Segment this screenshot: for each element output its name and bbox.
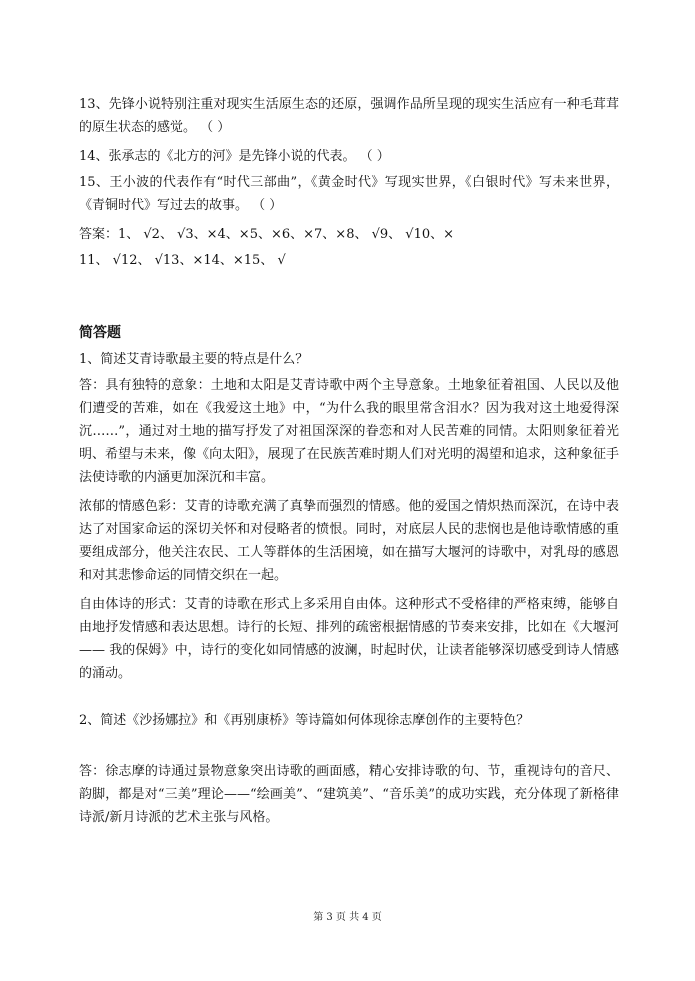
q2-answer: 答：徐志摩的诗通过景物意象突出诗歌的画面感，精心安排诗歌的句、节，重视诗句的音尺、韵脚，都是对“三美”理论——“绘画美”、“建筑美”、“音乐美”的成功实践，充分体现了新格律诗派/新月诗派的艺术主张与风格。 (79, 764, 619, 825)
question-1: 1、简述艾青诗歌最主要的特点是什么？ (79, 352, 309, 367)
page-footer: 第 3 页 共 4 页 (313, 912, 382, 923)
section-title: 简答题 (79, 325, 121, 341)
spacer (79, 278, 619, 322)
answer-key-line-2: 11、 √12、 √13、×14、×15、 √ (79, 253, 286, 268)
statement-14: 14、张承志的《北方的河》是先锋小说的代表。 （ ） (79, 149, 390, 164)
q1-answer-paragraph-1: 答：具有独特的意象：土地和太阳是艾青诗歌中两个主导意象。土地象征着祖国、人民以及他们遭受的苦难，如在《我爱这土地》中，“为什么我的眼里常含泪水？因为我对这土地爱得深沉……”，通过对土地的描写抒发了对祖国深深的眷恋和对人民苦难的同情。太阳则象征着光明、希望与未来，像《向太阳》，展现了在民族苦难时期人们对光明的渴望和追求，这种象征手法使诗歌的内涵更加深沉和丰富。 (79, 378, 619, 485)
q1-answer-paragraph-2: 浓郁的情感色彩：艾青的诗歌充满了真挚而强烈的情感。他的爱国之情炽热而深沉，在诗中表达了对国家命运的深切关怀和对侵略者的愤恨。同时，对底层人民的悲悯也是他诗歌情感的重要组成部分，他关注农民、工人等群体的生活困境，如在描写大堰河的诗歌中，对乳母的感恩和对其悲惨命运的同情交织在一起。 (79, 499, 619, 583)
spacer (79, 691, 619, 709)
statement-15: 15、王小波的代表作有“时代三部曲”，《黄金时代》写现实世界，《白银时代》写未来世界，《青铜时代》写过去的故事。 （ ） (79, 175, 619, 213)
answer-key-line-1: 答案：1、 √2、 √3、×4、×5、×6、×7、×8、 √9、 √10、× (79, 227, 455, 242)
question-2: 2、简述《沙扬娜拉》和《再别康桥》等诗篇如何体现徐志摩创作的主要特色？ (79, 713, 530, 728)
statement-13: 13、先锋小说特别注重对现实生活原生态的还原，强调作品所呈现的现实生活应有一种毛茸茸的原生状态的感觉。 （ ） (79, 97, 619, 135)
page-content (79, 93, 619, 835)
spacer (79, 738, 619, 760)
q1-answer-paragraph-3: 自由体诗的形式：艾青的诗歌在形式上多采用自由体。这种形式不受格律的严格束缚，能够自由地抒发情感和表达思想。诗行的长短、排列的疏密根据情感的节奏来安排，比如在《大堰河 —— 我的保姆》中，诗行的变化如同情感的波澜，时起时伏，让读者能够深切感受到诗人情感的涌动。 (79, 597, 619, 681)
